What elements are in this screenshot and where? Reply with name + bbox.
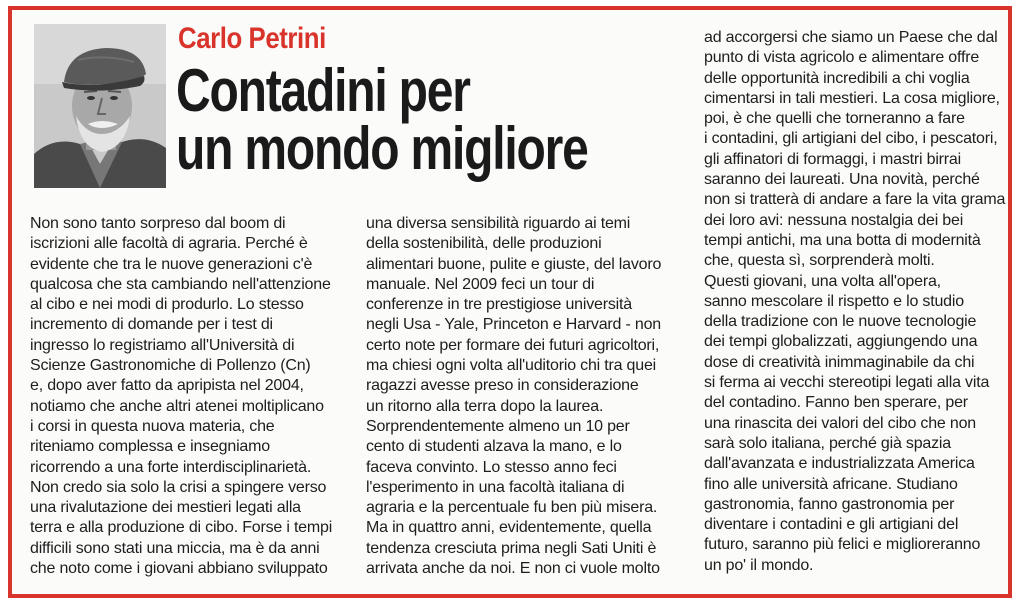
text-line: Non credo sia solo la crisi a spingere verso bbox=[30, 478, 327, 496]
article-frame bbox=[8, 6, 1012, 598]
text-line: al cibo e nei modi di produrlo. Lo stesso bbox=[30, 296, 304, 314]
text-line: ma chiesi ogni volta all'uditorio chi tra quei bbox=[366, 357, 657, 375]
text-line: futuro, saranno più felici e miglioreranno bbox=[704, 536, 981, 554]
text-line: dei tempi globalizzati, aggiungendo una bbox=[704, 333, 978, 351]
text-line: ricorrendo a una forte interdisciplinarietà. bbox=[30, 458, 312, 476]
text-line: punto di vista agricolo e alimentare offre bbox=[704, 49, 980, 67]
text-line: manuale. Nel 2009 feci un tour di bbox=[366, 275, 595, 293]
text-line: iscrizioni alle facoltà di agraria. Perché è bbox=[30, 235, 308, 253]
text-line: si ferma ai vecchi stereotipi legati alla vita bbox=[704, 374, 990, 392]
text-line: sarà solo italiana, perché già spazia bbox=[704, 434, 951, 452]
text-line: arrivata anche da noi. E non ci vuole molto bbox=[366, 560, 660, 578]
text-line: Ma in quattro anni, evidentemente, quella bbox=[366, 519, 652, 537]
text-line: ragazzi avesse preso in considerazione bbox=[366, 377, 639, 395]
text-line: Sorprendentemente almeno un 10 per bbox=[366, 417, 630, 435]
author-photo bbox=[34, 24, 166, 188]
text-line: dall'avanzata e industrializzata America bbox=[704, 455, 975, 473]
headline-line: Contadini per bbox=[176, 57, 470, 124]
text-line: agraria e la percentuale fu ben più misera. bbox=[366, 499, 658, 517]
text-line: ingresso lo registriamo all'Università di bbox=[30, 336, 295, 354]
text-line: riteniamo complessa e insegniamo bbox=[30, 438, 270, 456]
text-line: sanno mescolare il rispetto e lo studio bbox=[704, 292, 964, 310]
text-line: i corsi in questa nuova materia, che bbox=[30, 417, 275, 435]
text-line: tendenza cresciuta prima negli Sati Uniti è bbox=[366, 539, 657, 557]
text-line: ad accorgersi che siamo un Paese che dal bbox=[704, 29, 998, 46]
text-line: incremento di domande per i test di bbox=[30, 316, 273, 334]
text-line: diventare i contadini e gli artigiani del bbox=[704, 516, 959, 534]
text-line: una diversa sensibilità riguardo ai temi bbox=[366, 215, 631, 232]
text-line: saranno dei laureati. Una novità, perché bbox=[704, 171, 980, 189]
text-column-2 bbox=[366, 214, 661, 579]
text-line: tempi antichi, ma una botta di modernità bbox=[704, 231, 981, 249]
text-line: i contadini, gli artigiani del cibo, i pescatori, bbox=[704, 130, 998, 148]
text-line: gli affinatori di formaggi, i mastri birrai bbox=[704, 150, 961, 168]
author-name: Carlo Petrini bbox=[178, 22, 326, 55]
text-line: evidente che tra le nuove generazioni c'è bbox=[30, 255, 313, 273]
text-line: non si tratterà di andare a fare la vita grama bbox=[704, 191, 1006, 209]
text-line: e, dopo aver fatto da apripista nel 2004, bbox=[30, 377, 304, 395]
text-line: Scienze Gastronomiche di Pollenzo (Cn) bbox=[30, 357, 311, 375]
text-line: qualcosa che sta cambiando nell'attenzione bbox=[30, 275, 331, 293]
text-line: terra e alla produzione di cibo. Forse i tempi bbox=[30, 519, 333, 537]
text-line: che noto come i giovani abbiano sviluppato bbox=[30, 560, 328, 578]
text-line: una rinascita dei valori del cibo che non bbox=[704, 414, 976, 432]
headline bbox=[176, 57, 588, 182]
text-line: poi, è che quelli che torneranno a fare bbox=[704, 110, 965, 128]
text-line: difficili sono stati una miccia, ma è da anni bbox=[30, 539, 320, 557]
text-line: l'esperimento in una facoltà italiana di bbox=[366, 478, 625, 496]
headline-line: un mondo migliore bbox=[176, 115, 588, 182]
text-line: notiamo che anche altri atenei moltiplicano bbox=[30, 397, 324, 415]
text-line: dose di creatività inimmaginabile da chi bbox=[704, 353, 975, 371]
text-line: delle opportunità incredibili a chi voglia bbox=[704, 69, 970, 87]
text-column-1 bbox=[30, 214, 332, 579]
text-line: cento di studenti alzava la mano, e lo bbox=[366, 438, 622, 456]
text-line: Questi giovani, una volta all'opera, bbox=[704, 272, 941, 290]
text-line: negli Usa - Yale, Princeton e Harvard - non bbox=[366, 316, 661, 334]
text-line: gastronomia, fanno gastronomia per bbox=[704, 495, 955, 513]
text-line: della sostenibilità, delle produzioni bbox=[366, 235, 602, 253]
text-line: che, questa sì, sorprenderà molti. bbox=[704, 252, 935, 270]
text-line: conferenze in tre prestigiose università bbox=[366, 296, 632, 314]
text-line: cimentarsi in tali mestieri. La cosa migliore, bbox=[704, 89, 1000, 107]
text-line: un po' il mondo. bbox=[704, 556, 814, 574]
text-line: fino alle università africane. Studiano bbox=[704, 475, 958, 493]
text-line: faceva convinto. Lo stesso anno feci bbox=[366, 458, 617, 476]
text-line: certo note per formare dei futuri agricoltori, bbox=[366, 336, 660, 354]
author-portrait-image bbox=[34, 24, 166, 188]
text-line: della tradizione con le nuove tecnologie bbox=[704, 313, 977, 331]
text-line: dei loro avi: nessuna nostalgia dei bei bbox=[704, 211, 964, 229]
text-line: del contadino. Fanno ben sperare, per bbox=[704, 394, 968, 412]
text-line: un ritorno alla terra dopo la laurea. bbox=[366, 397, 604, 415]
text-line: Non sono tanto sorpreso dal boom di bbox=[30, 215, 286, 232]
text-line: alimentari buone, pulite e giuste, del lavoro bbox=[366, 255, 662, 273]
text-line: una rivalutazione dei mestieri legati alla bbox=[30, 499, 301, 517]
text-column-3 bbox=[704, 28, 1005, 576]
